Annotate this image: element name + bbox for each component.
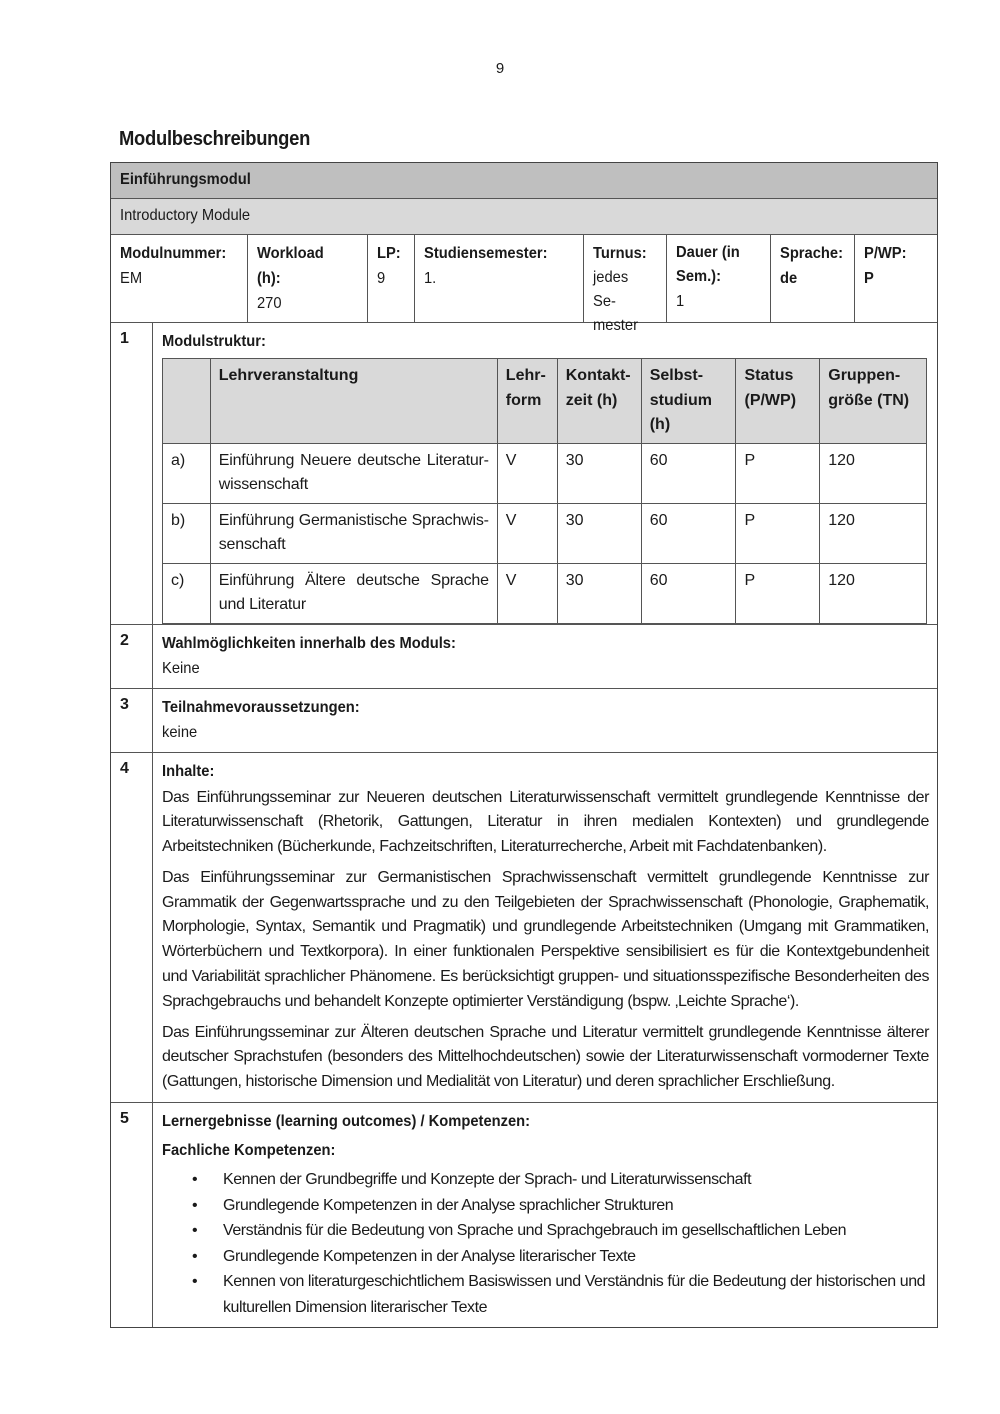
list-item-text: Verständnis für die Bedeutung von Sprache und Sprachgebrauch im gesellschaftlichen Leben bbox=[223, 1222, 847, 1240]
section-number: 2 bbox=[111, 625, 153, 688]
list-item bbox=[192, 1167, 929, 1193]
section-heading: Lernergebnisse (learning outcomes) / Kompetenzen: bbox=[162, 1113, 531, 1131]
list-item-text: Grundlegende Kompetenzen in der Analyse sprachlicher Strukturen bbox=[223, 1196, 674, 1214]
list-item bbox=[192, 1269, 929, 1320]
bullet-icon: • bbox=[192, 1247, 198, 1265]
module-description-table bbox=[110, 162, 938, 1328]
list-item bbox=[192, 1218, 929, 1244]
cell-status: P bbox=[736, 443, 820, 503]
bullet-icon: • bbox=[192, 1273, 198, 1291]
cell-title: Einführung Neuere deutsche Literatur-wissenschaft bbox=[210, 443, 497, 503]
section-text: keine bbox=[162, 723, 198, 741]
section-text: Keine bbox=[162, 659, 200, 677]
section-number: 1 bbox=[111, 323, 153, 624]
cell-letter: c) bbox=[163, 563, 211, 623]
cell-lehrform: V bbox=[497, 503, 557, 563]
th-selbststudium: Selbst-studium (h) bbox=[641, 359, 736, 444]
section-heading: Modulstruktur: bbox=[162, 333, 266, 350]
outcomes-list bbox=[162, 1167, 929, 1320]
content-paragraph: Das Einführungsseminar zur Germanistischen Sprachwissenschaft vermittelt grundlegende Kenntnisse zur Grammatik der Gegenwartssprache und zu den Teilgebieten der Sprachwissenschaft (Phonologie, Graphematik, Morphologie, Syntax, Semantik und Pragmatik) und grundlegende Arbeitstechniken (Umgang mit Grammatiken, Wörterbüchern und Textkorpora). In einer funktionalen Perspektive sensibilisiert es für die Kontextgebundenheit und Variabilität sprachlicher Phänomene. Es berücksichtigt gruppen- und situationsspezifische Besonderheiten des Sprachgebrauchs und behandelt Konzepte optimierter Verständigung (bspw. ‚Leichte Sprache‘). bbox=[162, 868, 929, 1010]
bullet-icon: • bbox=[192, 1171, 198, 1189]
cell-letter: b) bbox=[163, 503, 211, 563]
bullet-icon: • bbox=[192, 1196, 198, 1214]
section-heading: Wahlmöglichkeiten innerhalb des Moduls: bbox=[162, 634, 456, 652]
cell-kontaktzeit: 30 bbox=[557, 503, 641, 563]
meta-sprache bbox=[771, 235, 855, 322]
meta-value: 1. bbox=[424, 270, 437, 287]
cell-status: P bbox=[736, 563, 820, 623]
page-number: 9 bbox=[495, 60, 505, 77]
section-number: 3 bbox=[111, 689, 153, 752]
meta-label: Dauer (in Sem.): bbox=[676, 244, 740, 285]
table-row bbox=[163, 443, 927, 503]
cell-letter: a) bbox=[163, 443, 211, 503]
meta-modulnummer bbox=[111, 235, 248, 322]
section-4-inhalte bbox=[111, 753, 937, 1104]
module-name-de: Einführungsmodul bbox=[120, 171, 251, 188]
meta-turnus bbox=[584, 235, 667, 334]
cell-gruppengroesse: 120 bbox=[820, 443, 927, 503]
table-row bbox=[163, 563, 927, 623]
cell-selbststudium: 60 bbox=[641, 563, 736, 623]
th-status: Status (P/WP) bbox=[736, 359, 820, 444]
meta-pwp bbox=[855, 235, 937, 322]
meta-label: Turnus: bbox=[593, 245, 647, 262]
list-item-text: Kennen der Grundbegriffe und Konzepte der Sprach- und Literaturwissenschaft bbox=[223, 1171, 752, 1189]
section-5-lernergebnisse bbox=[111, 1103, 937, 1327]
list-item bbox=[192, 1244, 929, 1270]
table-row bbox=[163, 503, 927, 563]
th-gruppengroesse: Gruppen-größe (TN) bbox=[820, 359, 927, 444]
th-letter bbox=[163, 359, 211, 444]
meta-value: 1 bbox=[676, 293, 685, 310]
meta-label: Sprache: bbox=[780, 245, 843, 262]
section-number: 4 bbox=[111, 753, 153, 1103]
meta-label: Studiensemester: bbox=[424, 245, 548, 262]
section-heading: Teilnahmevoraussetzungen: bbox=[162, 698, 360, 716]
cell-title: Einführung Ältere deutsche Sprache und Literatur bbox=[210, 563, 497, 623]
th-kontaktzeit: Kontakt-zeit (h) bbox=[557, 359, 641, 444]
module-name-de-band bbox=[111, 163, 937, 199]
list-item bbox=[192, 1193, 929, 1219]
section-2-wahlmoeglichkeiten bbox=[111, 625, 937, 689]
module-name-en-band bbox=[111, 199, 937, 235]
th-lehrveranstaltung: Lehrveranstaltung bbox=[210, 359, 497, 444]
cell-title: Einführung Germanistische Sprachwis-senschaft bbox=[210, 503, 497, 563]
cell-kontaktzeit: 30 bbox=[557, 563, 641, 623]
list-item-text: Kennen von literaturgeschichtlichem Basiswissen und Verständnis für die Bedeutung der historischen und kulturellen Dimension literarischer Texte bbox=[223, 1273, 926, 1316]
meta-value: jedes Se-mester bbox=[593, 269, 638, 334]
section-subheading: Fachliche Kompetenzen: bbox=[162, 1142, 336, 1160]
meta-value: EM bbox=[120, 270, 143, 287]
list-item-text: Grundlegende Kompetenzen in der Analyse literarischer Texte bbox=[223, 1247, 636, 1265]
meta-label: Workload (h): bbox=[257, 245, 324, 287]
meta-studiensemester bbox=[415, 235, 584, 322]
course-structure-table bbox=[162, 358, 927, 624]
content-paragraph: Das Einführungsseminar zur Neueren deutschen Literaturwissenschaft vermittelt grundlegende Kenntnisse der Literaturwissenschaft (Rhetorik, Gattungen, Literatur in ihren medialen Kontexten) und grundlegende Arbeitstechniken (Bücherkunde, Fachzeitschriften, Literaturrecherche, Arbeit mit Fachdatenbanken). bbox=[162, 788, 929, 856]
cell-kontaktzeit: 30 bbox=[557, 443, 641, 503]
cell-selbststudium: 60 bbox=[641, 503, 736, 563]
content-paragraph: Das Einführungsseminar zur Älteren deutschen Sprache und Literatur vermittelt grundlegende Kenntnisse älterer deutscher Sprachstufen (besonders des Mittelhochdeutschen) sowie der Literaturwissenschaft vormoderner Texte (Gattungen, historische Dimension und Medialität von Literatur) und deren sprachlicher Erschließung. bbox=[162, 1023, 929, 1091]
meta-label: LP: bbox=[377, 245, 401, 262]
table-header-row bbox=[163, 359, 927, 444]
meta-workload bbox=[248, 235, 368, 322]
meta-value: de bbox=[780, 270, 798, 287]
cell-gruppengroesse: 120 bbox=[820, 563, 927, 623]
meta-lp bbox=[368, 235, 415, 322]
cell-lehrform: V bbox=[497, 563, 557, 623]
section-number: 5 bbox=[111, 1103, 153, 1327]
cell-selbststudium: 60 bbox=[641, 443, 736, 503]
meta-value: 9 bbox=[377, 270, 386, 287]
section-3-teilnahmevoraussetzungen bbox=[111, 689, 937, 753]
meta-label: Modulnummer: bbox=[120, 245, 227, 262]
meta-value: 270 bbox=[257, 295, 282, 312]
section-heading: Inhalte: bbox=[162, 762, 215, 780]
cell-lehrform: V bbox=[497, 443, 557, 503]
bullet-icon: • bbox=[192, 1222, 198, 1240]
page-title: Modulbeschreibungen bbox=[119, 128, 311, 150]
module-meta-row bbox=[111, 235, 937, 334]
section-1-modulstruktur bbox=[111, 323, 937, 625]
cell-status: P bbox=[736, 503, 820, 563]
meta-label: P/WP: bbox=[864, 245, 907, 262]
th-lehrform: Lehr-form bbox=[497, 359, 557, 444]
cell-gruppengroesse: 120 bbox=[820, 503, 927, 563]
module-name-en: Introductory Module bbox=[120, 207, 251, 224]
meta-value: P bbox=[864, 270, 874, 287]
meta-dauer bbox=[667, 235, 771, 322]
